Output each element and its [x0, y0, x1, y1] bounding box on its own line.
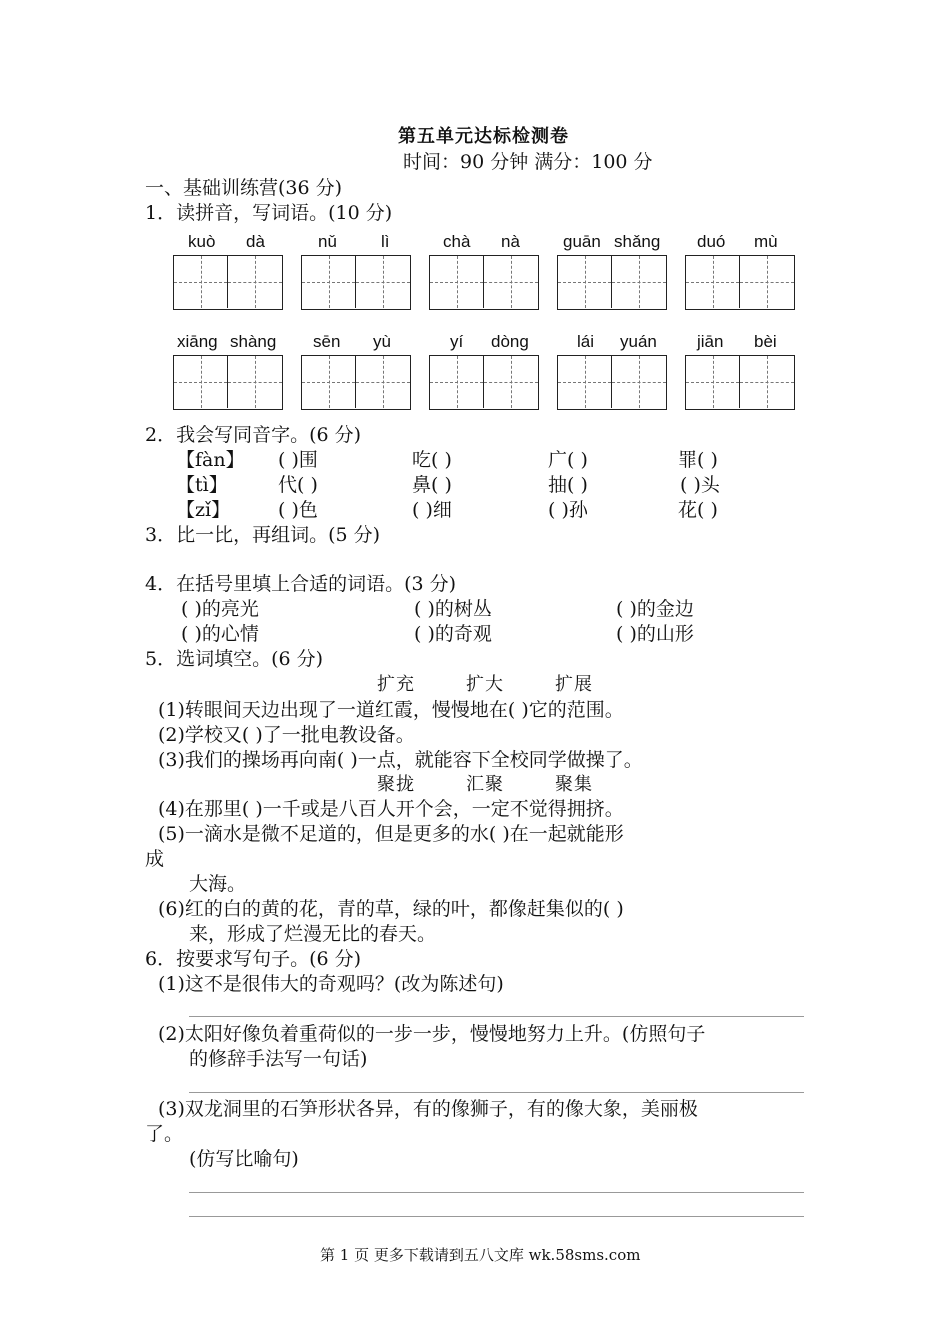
sentence: (3)双龙洞里的石笋形状各异，有的像狮子，有的像大象，美丽极	[158, 1098, 698, 1120]
word-choice: 扩充	[377, 674, 415, 695]
question-5-title: 5．选词填空。(6 分)	[145, 648, 324, 670]
homophone-label: 【fàn】	[176, 449, 245, 471]
sentence: (1)这不是很伟大的奇观吗？(改为陈述句)	[158, 973, 504, 995]
word-choice: 聚拢	[377, 774, 415, 795]
writing-grid[interactable]	[301, 255, 411, 310]
writing-grid[interactable]	[429, 255, 539, 310]
answer-line[interactable]	[189, 1092, 804, 1093]
page-title: 第五单元达标检测卷	[398, 126, 569, 147]
pinyin: mù	[754, 232, 778, 251]
word-choice: 扩展	[555, 674, 593, 695]
homophone-blank[interactable]: ( )围	[278, 449, 318, 471]
answer-line[interactable]	[189, 1016, 804, 1017]
time-score-info: 时间：90 分钟 满分：100 分	[403, 151, 653, 173]
homophone-blank[interactable]: 抽( )	[548, 474, 588, 496]
homophone-blank[interactable]: 广( )	[548, 449, 588, 471]
sentence: 了。	[145, 1123, 184, 1145]
pinyin: lái	[577, 332, 595, 351]
writing-grid[interactable]	[557, 355, 667, 410]
answer-line[interactable]	[189, 1192, 804, 1193]
pinyin: dòng	[491, 332, 529, 351]
pinyin: sēn	[313, 332, 341, 351]
phrase-blank[interactable]: ( )的亮光	[181, 598, 259, 620]
question-1-title: 1．读拼音，写词语。(10 分)	[145, 202, 393, 224]
homophone-blank[interactable]: 罪( )	[678, 449, 718, 471]
pinyin: nǔ	[318, 232, 337, 251]
homophone-blank[interactable]: ( )头	[680, 474, 720, 496]
pinyin: shǎng	[614, 232, 661, 251]
pinyin: yí	[450, 332, 464, 351]
writing-grid[interactable]	[173, 255, 283, 310]
sentence: (2)学校又( )了一批电教设备。	[158, 724, 415, 746]
writing-grid[interactable]	[301, 355, 411, 410]
homophone-blank[interactable]: ( )细	[412, 499, 452, 521]
pinyin: bèi	[754, 332, 777, 351]
sentence: (6)红的白的黄的花，青的草，绿的叶，都像赶集似的( )	[158, 898, 624, 920]
pinyin: guān	[563, 232, 601, 251]
question-3-title: 3．比一比，再组词。(5 分)	[145, 524, 381, 546]
sentence: 大海。	[189, 873, 247, 895]
answer-line[interactable]	[189, 1216, 804, 1217]
page-footer: 第 1 页 更多下载请到五八文库 wk.58sms.com	[320, 1246, 641, 1264]
pinyin: dà	[246, 232, 265, 251]
pinyin: kuò	[188, 232, 216, 251]
writing-grid[interactable]	[685, 355, 795, 410]
sentence: 来，形成了烂漫无比的春天。	[189, 923, 437, 945]
pinyin: chà	[443, 232, 471, 251]
sentence: (5)一滴水是微不足道的，但是更多的水( )在一起就能形	[158, 823, 624, 845]
phrase-blank[interactable]: ( )的树丛	[414, 598, 492, 620]
word-choice: 聚集	[555, 774, 593, 795]
sentence: (仿写比喻句)	[189, 1148, 299, 1170]
phrase-blank[interactable]: ( )的山形	[616, 623, 694, 645]
homophone-label: 【tì】	[176, 474, 228, 496]
pinyin: shàng	[230, 332, 277, 351]
homophone-label: 【zǐ】	[176, 499, 231, 521]
word-choice: 汇聚	[466, 774, 504, 795]
homophone-blank[interactable]: ( )色	[278, 499, 318, 521]
pinyin: lì	[381, 232, 390, 251]
word-choice: 扩大	[466, 674, 504, 695]
writing-grid[interactable]	[557, 255, 667, 310]
writing-grid[interactable]	[685, 255, 795, 310]
writing-grid[interactable]	[429, 355, 539, 410]
pinyin: duó	[697, 232, 726, 251]
pinyin: yù	[373, 332, 391, 351]
question-4-title: 4．在括号里填上合适的词语。(3 分)	[145, 573, 457, 595]
sentence: (4)在那里( )一千或是八百人开个会，一定不觉得拥挤。	[158, 798, 624, 820]
pinyin: nà	[501, 232, 520, 251]
sentence: (3)我们的操场再向南( )一点，就能容下全校同学做操了。	[158, 749, 643, 771]
phrase-blank[interactable]: ( )的金边	[616, 598, 694, 620]
pinyin: jiān	[697, 332, 724, 351]
homophone-blank[interactable]: 鼻( )	[412, 474, 452, 496]
pinyin: xiāng	[177, 332, 218, 351]
writing-grid[interactable]	[173, 355, 283, 410]
phrase-blank[interactable]: ( )的奇观	[414, 623, 492, 645]
pinyin: yuán	[620, 332, 657, 351]
sentence: 的修辞手法写一句话)	[189, 1048, 368, 1070]
sentence: 成	[145, 848, 165, 870]
homophone-blank[interactable]: 吃( )	[412, 449, 452, 471]
homophone-blank[interactable]: 花( )	[678, 499, 718, 521]
question-6-title: 6．按要求写句子。(6 分)	[145, 948, 362, 970]
phrase-blank[interactable]: ( )的心情	[181, 623, 259, 645]
homophone-blank[interactable]: 代( )	[278, 474, 318, 496]
sentence: (1)转眼间天边出现了一道红霞，慢慢地在( )它的范围。	[158, 699, 624, 721]
homophone-blank[interactable]: ( )孙	[548, 499, 588, 521]
sentence: (2)太阳好像负着重荷似的一步一步，慢慢地努力上升。(仿照句子	[158, 1023, 706, 1045]
question-2-title: 2．我会写同音字。(6 分)	[145, 424, 362, 446]
section-heading: 一、基础训练营(36 分)	[145, 177, 343, 199]
